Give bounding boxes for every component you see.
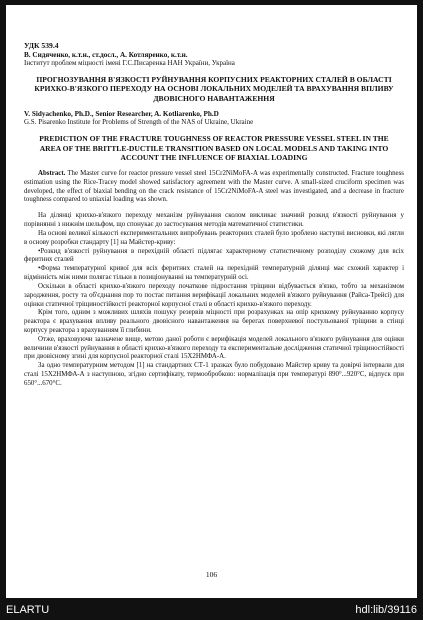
bullet-item — [24, 248, 404, 266]
abstract-label: Abstract. — [38, 169, 66, 177]
body-paragraph: За одно температурним методом [1] на стандартних СТ-1 зразках було побудовано Майстер криву та довірчі інтервали для сталі 15Х2НМФА-А з наступною, згідно сертифікату, термообробкою: нормалізація при температурі 890°...920°С, відпуск при 650°...670°С. — [24, 362, 404, 387]
body-paragraph: На основі великої кількості експериментальних випробувань реакторних сталей було зроблено наступні висновки, які лягли в основу розробки стандарту [1] на Майстер-криву: — [24, 229, 404, 246]
bullet-icon: • — [38, 265, 41, 273]
bullet-text: Форма температурної кривої для всіх феритних сталей на перехідній температурній ділянці має схожий характер і відмінність між ними полягає тільки в позиціонуванні на температурній осі. — [24, 265, 404, 282]
abstract-text: The Master curve for reactor pressure vessel steel 15Cr2NiMoFA-A was experimentally constructed. Fracture toughness estimation using the Rice-Tracey model showed satisfactory agreement with the Master curve. A small-sized cruciform specimen was developed, the effect of biaxial bending on the crack resistance of 15Cr2NiMoFA-A steel was investigated, and a decrease in fracture toughness compared to uniaxial loading was shown. — [24, 169, 404, 204]
body-paragraph: На ділянці крихко-в'язкого переходу механізм руйнування сколом викликає значний розкид в'язкості руйнування у порівнянні з нижнім шельфом, що спонукає до застосування методів математичної статистики. — [24, 212, 404, 229]
authors-uk: В. Сидяченко, к.т.н., ст.досл., А. Котляренко, к.т.н. — [24, 51, 188, 59]
institute-uk: Інститут проблем міцності імені Г.С.Писаренка НАН України, Україна — [24, 59, 235, 67]
authors-en: V. Sidyachenko, Ph.D., Senior Researcher, A. Kotliarenko, Ph.D — [24, 110, 219, 119]
footer-source-label: ELARTU — [6, 604, 50, 616]
page-number: 106 — [205, 570, 218, 579]
title-en: PREDICTION OF THE FRACTURE TOUGHNESS OF REACTOR PRESSURE VESSEL STEEL IN THE AREA OF THE BRITTLE-DUCTILE TRANSITION BASED ON LOCAL MODELS AND TAKING INTO ACCOUNT THE INFLUENCE OF BIAXIAL LOADING — [39, 134, 389, 163]
bullet-text: Розкид в'язкості руйнування в перехідній області підлягає характерному статистичному розподілу схожому для всіх феритних сталей — [24, 247, 404, 264]
footer-bar — [0, 600, 423, 620]
title-uk: ПРОГНОЗУВАННЯ В'ЯЗКОСТІ РУЙНУВАННЯ КОРПУСНИХ РЕАКТОРНИХ СТАЛЕЙ В ОБЛАСТІ КРИХКО-В'ЯЗКОГО ПЕРЕХОДУ НА ОСНОВІ ЛОКАЛЬНИХ МОДЕЛЕЙ ТА ВРАХУВАННЯ ВПЛИВУ ДВОВІСНОГО НАВАНТАЖЕННЯ — [34, 75, 394, 103]
journal-page — [6, 5, 417, 598]
abstract — [24, 170, 404, 205]
bullet-icon: • — [38, 247, 41, 255]
udc-code: УДК 539.4 — [24, 41, 59, 50]
body-paragraph: Отже, враховуючи зазначене вище, метою даної роботи є верифікація моделей локального в'язкого руйнування для оцінки величини в'язкості руйнування в області крихко-в'язкого переходу та експериментальне дослідження статичної тріщиностійкості при двовісному згині для корпусної реакторної сталі 15Х2НМФА-А. — [24, 335, 404, 361]
body-paragraph: Крім того, одним з можливих шляхів пошуку резервів міцності при розрахунках на опір крихкому руйнуванню корпусу реактора є врахування впливу реального двовісного навантаження на берегах поверхневої постульованої тріщини в стінці корпусу реактора з врахуванням її глибини. — [24, 309, 404, 334]
bullet-item — [24, 265, 404, 283]
page-content — [24, 41, 404, 389]
body-paragraph: Оскільки в області крихко-в'язкого переходу початкове підростання тріщини відбувається в'язко, тобто за механізмом зародження, росту та об'єднання пор то постає питання верифікації локальних моделей в'язкого руйнування (Райса-Трейсі) для оцінки статичної тріщиностійкості реакторної корпусної сталі в області крихко-в'язкого переходу. — [24, 282, 404, 308]
institute-en: G.S. Pisarenko Institute for Problems of Strength of the NAS of Ukraine, Ukraine — [24, 118, 254, 127]
footer-handle-link[interactable]: hdl:lib/39116 — [355, 604, 417, 616]
